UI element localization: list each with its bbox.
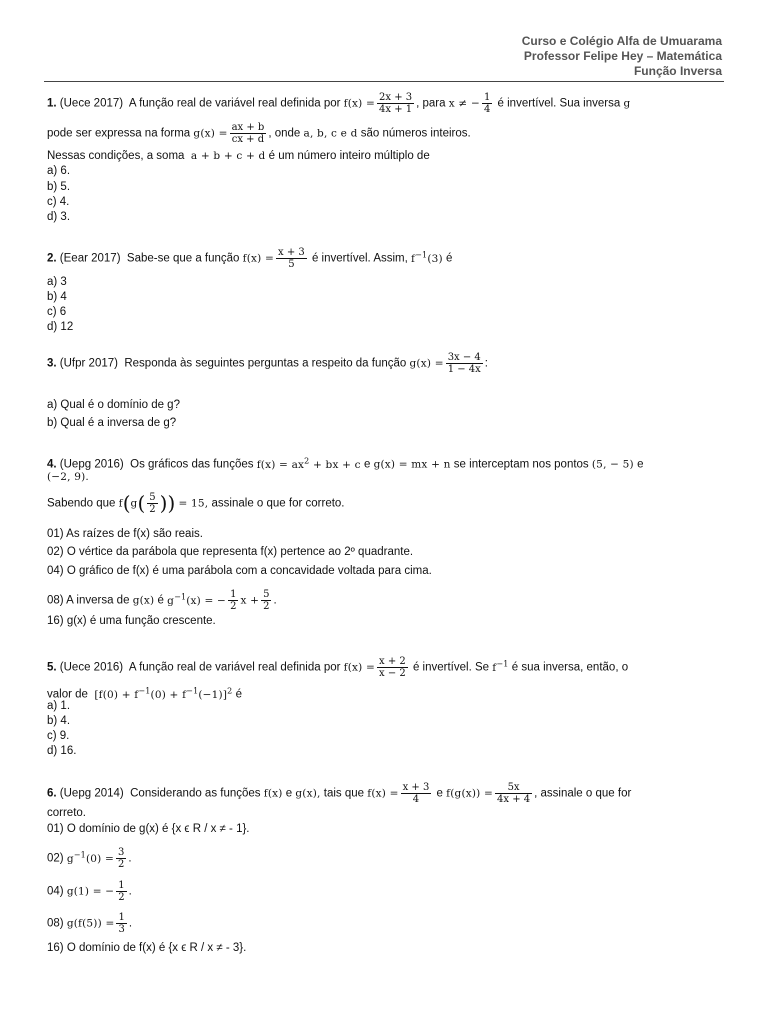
q5-expression <box>94 686 233 701</box>
q2-f-fraction <box>276 247 307 270</box>
q5-option-d: d) 16. <box>47 745 77 757</box>
q6-o2-fraction <box>116 847 126 870</box>
q5-line2 <box>47 683 242 703</box>
q6-fg-lhs: f(g(x)) = <box>446 787 494 800</box>
q4-cond-c: assinale o que for correto. <box>211 497 345 510</box>
q4-text-c: se interceptam nos pontos <box>453 458 589 471</box>
q4-o8-fraction1 <box>228 589 238 612</box>
q3-line1 <box>47 352 488 375</box>
q4-cond-den: 2 <box>149 504 156 515</box>
q4-text: Os gráficos das funções <box>130 458 254 471</box>
q4-o8-g: g(x) <box>132 594 155 607</box>
q2-f-num: x + 3 <box>278 247 305 258</box>
q4-o8-eq: (x) = − <box>186 594 227 607</box>
q2-f-den: 5 <box>288 259 295 270</box>
q6-o4-den: 2 <box>118 892 125 903</box>
q4-condition <box>47 492 345 515</box>
q5-f-fraction <box>377 656 408 679</box>
q3-item-a: a) Qual é o domínio de g? <box>47 399 180 411</box>
q4-f-def-a: f(x) = ax <box>256 458 305 471</box>
q5-text-c: é sua inversa, então, o <box>511 661 629 674</box>
q6-text: Considerando as funções <box>130 787 261 800</box>
q4-o8-d2: 2 <box>263 601 270 612</box>
q6-line2: correto. <box>47 807 86 819</box>
q4-cond-g: g <box>130 497 138 510</box>
q6-o2-g: g <box>66 852 74 865</box>
q4-cond-text: Sabendo que <box>47 497 116 510</box>
q2-finv <box>411 250 443 265</box>
q6-text-b: tais que <box>323 787 365 800</box>
q1-text-c: é invertível. Sua inversa <box>497 97 621 110</box>
q5-expr-sup2: −1 <box>186 686 199 695</box>
q2-text: Sabe-se que a função <box>126 252 240 265</box>
q1-line3-b: é um número inteiro múltiplo de <box>268 150 430 162</box>
q6-o4-num: 1 <box>118 880 125 891</box>
q4-paren-close: ) <box>167 491 176 515</box>
q4-paren-inner-close: ) <box>159 491 168 515</box>
q2-number: 2. <box>47 252 57 265</box>
q3-g-lhs: g(x) = <box>409 357 444 370</box>
q2-finv-arg: (3) <box>427 252 443 265</box>
q2-finv-f: f <box>411 252 416 265</box>
q6-o8-eq: g(f(5)) = <box>66 917 115 930</box>
q6-fg-num: 5x <box>495 782 532 794</box>
q4-o8-b: é <box>157 594 164 607</box>
q5-line1 <box>47 656 628 679</box>
q5-expr-sup1: −1 <box>138 686 151 695</box>
q5-finv-sup: −1 <box>496 659 509 669</box>
q6-e1: e <box>285 787 293 800</box>
q6-o8-num: 1 <box>118 912 125 923</box>
q5-f-num: x + 2 <box>379 656 406 667</box>
q6-o2-label: 02) <box>47 852 64 865</box>
q1-g-num: ax + b <box>231 122 265 133</box>
q6-line1 <box>47 782 631 805</box>
q2-text-c: é <box>446 252 453 265</box>
q5-finv-f: f <box>492 661 497 674</box>
q6-f-fraction <box>401 782 432 805</box>
q2-finv-sup: −1 <box>415 250 428 260</box>
q5-expr-a: [f(0) + f <box>94 688 139 701</box>
header-topic: Função Inversa <box>633 64 722 78</box>
q5-f-lhs: f(x) = <box>343 661 376 674</box>
q4-option-01: 01) As raízes de f(x) são reais. <box>47 528 203 540</box>
q4-number: 4. <box>47 458 57 471</box>
q1-line2-text: pode ser expressa na forma <box>47 127 191 140</box>
q2-source: (Eear 2017) <box>59 252 121 265</box>
q6-o4-label: 04) <box>47 885 64 898</box>
q4-cond-num: 5 <box>149 492 156 503</box>
header-teacher: Professor Felipe Hey – Matemática <box>523 49 722 63</box>
q6-o2-num: 3 <box>117 847 125 858</box>
q4-line1 <box>47 453 643 473</box>
q5-text: A função real de variável real definida por <box>128 661 341 674</box>
q1-f-den: 4x + 1 <box>379 104 413 115</box>
q1-f-num: 2x + 3 <box>379 92 413 103</box>
q4-f-sup: 2 <box>304 456 310 465</box>
q1-line2-c: são números inteiros. <box>360 127 471 140</box>
q4-line2 <box>47 470 89 485</box>
q1-line2 <box>47 122 471 145</box>
q1-cond-fraction <box>482 92 492 115</box>
header-school: Curso e Colégio Alfa de Umuarama <box>521 34 722 48</box>
q6-o4-fraction <box>116 880 126 903</box>
q1-option-d: d) 3. <box>47 211 71 223</box>
q1-number: 1. <box>47 97 57 110</box>
q6-option-16: 16) O domínio de f(x) é {x ϵ R / x ≠ - 3}. <box>47 942 247 954</box>
q1-vars: a, b, c e d <box>303 127 358 140</box>
q1-line3 <box>47 149 430 164</box>
q4-o8-sup: −1 <box>174 592 187 602</box>
q2-text-b: é invertível. Assim, <box>311 252 408 265</box>
q6-f-lhs: f(x) = <box>367 787 399 800</box>
q1-line3-text: Nessas condições, a soma <box>47 150 185 162</box>
q5-source: (Uece 2016) <box>59 661 124 674</box>
q4-option-04: 04) O gráfico de f(x) é uma parábola com a concavidade voltada para cima. <box>47 565 432 577</box>
q6-o2-eq: (0) = <box>85 852 114 865</box>
q5-option-a: a) 1. <box>47 700 71 712</box>
q4-o8-mid: x + <box>240 594 260 607</box>
q4-paren-inner-open: ( <box>137 491 146 515</box>
q6-fx: f(x) <box>263 787 283 800</box>
q4-o8-inverse <box>167 592 227 607</box>
q4-f-def <box>256 456 361 471</box>
q6-o2-expr <box>66 850 114 865</box>
q1-cond-den: 4 <box>483 104 491 115</box>
q1-line2-b: , onde <box>268 127 301 140</box>
q3-item-b: b) Qual é a inversa de g? <box>47 417 177 429</box>
q6-o2-den: 2 <box>117 859 125 870</box>
q1-source: (Uece 2017) <box>59 97 124 110</box>
q3-g-num: 3x − 4 <box>447 352 481 363</box>
q6-o8-label: 08) <box>47 917 64 930</box>
q6-option-01: 01) O domínio de g(x) é {x ϵ R / x ≠ - 1}. <box>47 823 250 835</box>
q5-line2-b: é <box>235 688 243 701</box>
q2-option-c: c) 6 <box>47 306 67 318</box>
q4-f-def-b: + bx + c <box>313 458 361 471</box>
q5-option-b: b) 4. <box>47 715 71 727</box>
q6-option-04 <box>47 880 132 903</box>
q5-expr-sup3: 2 <box>227 686 233 695</box>
q1-line1 <box>47 92 630 115</box>
q5-expr-c: (−1)] <box>198 688 228 701</box>
q6-o8-fraction <box>116 912 126 935</box>
q4-o8-n1: 1 <box>230 589 237 600</box>
q6-number: 6. <box>47 787 57 800</box>
q3-number: 3. <box>47 357 57 370</box>
q4-cond-value: = 15, <box>178 497 209 510</box>
q2-option-b: b) 4 <box>47 291 67 303</box>
q4-cond-f: f <box>118 497 123 510</box>
q1-text: A função real de variável real definida por <box>128 97 341 110</box>
q3-g-den: 1 − 4x <box>447 364 481 375</box>
q1-cond: x ≠ − <box>448 97 480 110</box>
q6-source: (Uepg 2014) <box>59 787 124 800</box>
q6-o2-sup: −1 <box>73 850 86 860</box>
q1-text-b: , para <box>416 97 446 110</box>
q1-g-lhs: g(x) = <box>193 127 228 140</box>
q4-o8-text: 08) A inversa de <box>47 594 130 607</box>
q3-text: Responda às seguintes perguntas a respeito da função <box>124 357 407 370</box>
q3-g-fraction <box>446 352 483 375</box>
q6-gx: g(x), <box>295 787 321 800</box>
q5-number: 5. <box>47 661 57 674</box>
q5-expr-b: (0) + f <box>150 688 187 701</box>
q2-line1 <box>47 247 452 270</box>
q2-option-d: d) 12 <box>47 321 74 333</box>
q4-o8-fraction2 <box>261 589 271 612</box>
q4-source: (Uepg 2016) <box>59 458 124 471</box>
q4-text-b: e <box>363 458 371 471</box>
q4-g-def: g(x) = mx + n <box>373 458 451 471</box>
q1-g-var: g <box>623 97 631 110</box>
q4-o8-n2: 5 <box>263 589 270 600</box>
q6-e2: e <box>436 787 443 800</box>
q1-sum: a + b + c + d <box>190 150 266 162</box>
q4-option-16: 16) g(x) é uma função crescente. <box>47 615 216 627</box>
q1-option-a: a) 6. <box>47 165 71 177</box>
q6-o8-den: 3 <box>118 924 125 935</box>
q1-cond-num: 1 <box>483 92 491 103</box>
q6-f-den: 4 <box>412 794 420 805</box>
q4-option-02: 02) O vértice da parábola que representa f(x) pertence ao 2º quadrante. <box>47 546 414 558</box>
q4-option-08 <box>47 589 277 612</box>
q6-o8-end: . <box>128 917 133 930</box>
q4-cond-fraction <box>147 492 157 515</box>
q4-paren-open: ( <box>122 491 131 515</box>
q6-f-num: x + 3 <box>402 782 430 793</box>
q6-o2-end: . <box>128 852 132 865</box>
q4-o8-ginv: g <box>167 594 175 607</box>
q5-finv <box>492 659 509 674</box>
q1-g-fraction <box>230 122 267 145</box>
q6-o4-end: . <box>128 885 132 898</box>
q6-fg-fraction <box>495 782 532 805</box>
q5-text-b: é invertível. Se <box>412 661 490 674</box>
q3-text-b: : <box>484 357 488 370</box>
document-header <box>522 34 722 79</box>
q4-text-d: e <box>637 458 644 471</box>
q6-o4-eq: g(1) = − <box>66 885 115 898</box>
q1-option-c: c) 4. <box>47 196 70 208</box>
q4-o8-d1: 2 <box>230 601 237 612</box>
q1-f-lhs: f(x) = <box>343 97 376 110</box>
q5-option-c: c) 9. <box>47 730 70 742</box>
q4-o8-end: . <box>273 594 277 607</box>
header-divider <box>44 81 724 82</box>
q5-line2-text: valor de <box>47 688 88 701</box>
q6-text-c: , assinale o que for <box>534 787 632 800</box>
q4-point1: (5, − 5) <box>591 458 634 471</box>
q3-source: (Ufpr 2017) <box>59 357 118 370</box>
q1-g-den: cx + d <box>231 134 265 145</box>
q6-option-08 <box>47 912 132 935</box>
q1-f-fraction <box>377 92 414 115</box>
q6-fg-den: 4x + 4 <box>497 794 531 805</box>
q1-option-b: b) 5. <box>47 181 71 193</box>
q5-f-den: x − 2 <box>379 668 406 679</box>
q6-option-02 <box>47 847 132 870</box>
q2-option-a: a) 3 <box>47 276 67 288</box>
q2-f-lhs: f(x) = <box>242 252 274 265</box>
q4-point2: (−2, 9). <box>47 471 89 483</box>
